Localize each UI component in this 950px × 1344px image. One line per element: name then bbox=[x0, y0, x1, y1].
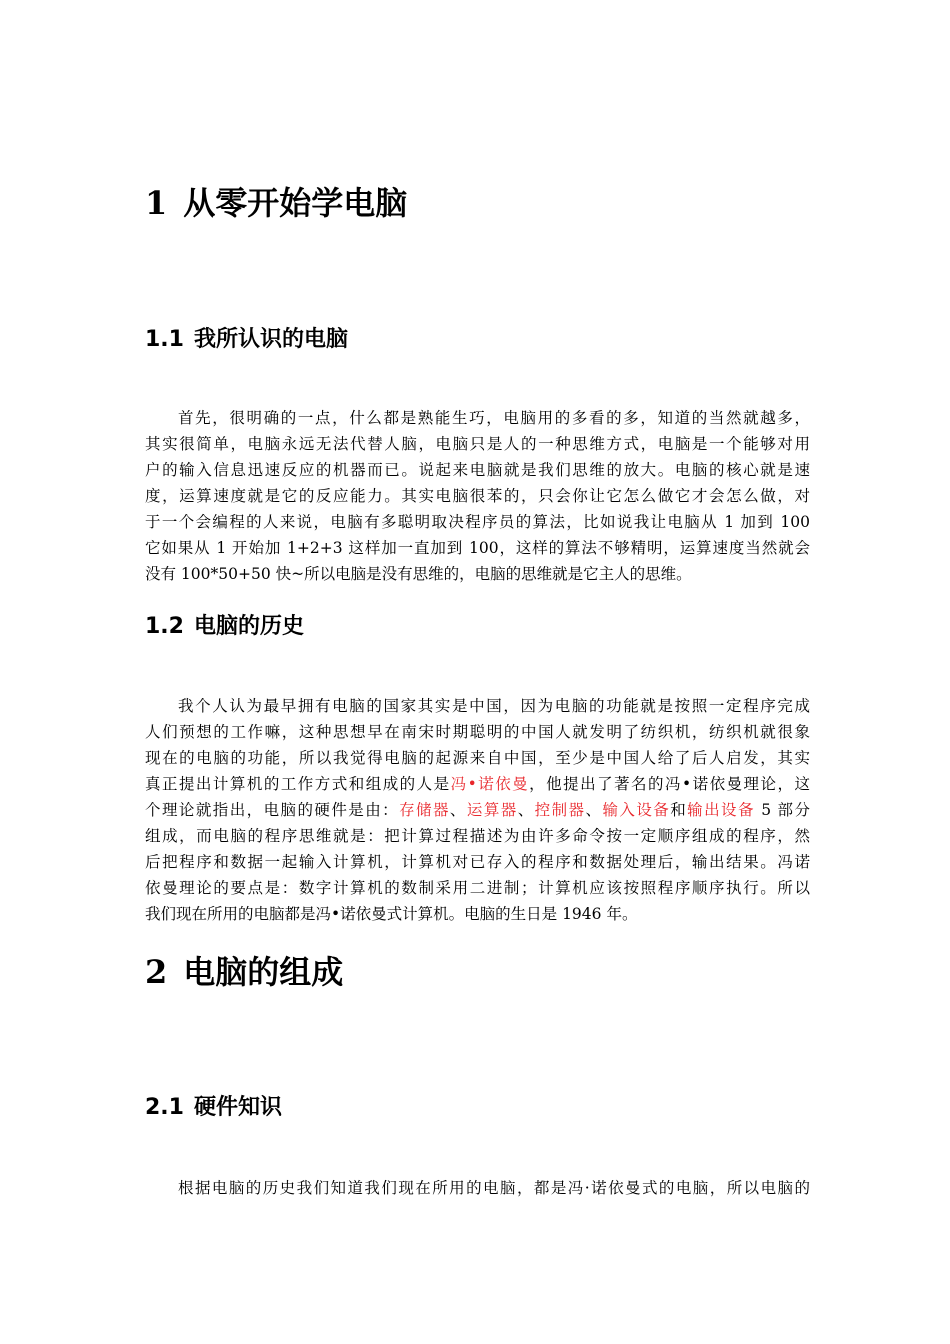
text-run: 5 部分 bbox=[754, 801, 810, 819]
section-title: 硬件知识 bbox=[193, 1095, 282, 1120]
text-line: 户的输入信息迅速反应的机器而已。说起来电脑就是我们思维的放大。电脑的核心就是速 bbox=[145, 461, 810, 479]
section-number: 1.2 bbox=[145, 614, 184, 639]
text-line: 后把程序和数据一起输入计算机，计算机对已存入的程序和数据处理后，输出结果。冯诺 bbox=[145, 853, 810, 871]
text-run: 和 bbox=[670, 801, 688, 819]
section-number: 2.1 bbox=[145, 1095, 184, 1120]
chapter-heading-1 bbox=[145, 183, 407, 223]
text-line: 依曼理论的要点是：数字计算机的数制采用二进制；计算机应该按照程序顺序执行。所以 bbox=[145, 879, 810, 897]
section-heading-1-2 bbox=[145, 612, 304, 642]
text-line: 它如果从 1 开始加 1+2+3 这样加一直加到 100，这样的算法不够精明，运算速度当然就会 bbox=[145, 539, 810, 557]
text-line: 首先，很明确的一点，什么都是熟能生巧，电脑用的多看的多，知道的当然就越多， bbox=[178, 409, 810, 427]
section-heading-2-1 bbox=[145, 1093, 282, 1123]
separator: 、 bbox=[517, 801, 535, 819]
paragraph-1-1 bbox=[145, 405, 810, 587]
text-line: 根据电脑的历史我们知道我们现在所用的电脑，都是冯·诺依曼式的电脑，所以电脑的 bbox=[178, 1179, 810, 1197]
highlight-output-device: 输出设备 bbox=[687, 801, 755, 819]
section-title: 电脑的历史 bbox=[193, 614, 304, 639]
highlight-alu: 运算器 bbox=[466, 801, 518, 819]
separator: 、 bbox=[585, 801, 603, 819]
section-heading-1-1 bbox=[145, 325, 348, 355]
chapter-number: 1 bbox=[145, 184, 168, 222]
text-line bbox=[145, 719, 810, 745]
chapter-title: 从零开始学电脑 bbox=[183, 184, 408, 222]
text-run: 人们预想的工作嘛，这种思想早在南宋时期聪明的中国人 bbox=[145, 723, 573, 741]
text-line bbox=[145, 797, 810, 823]
text-run-sans: 真正提出计算机的工作方式和组成的人是 bbox=[145, 775, 451, 793]
text-line: 我们现在所用的电脑都是冯•诺依曼式计算机。电脑的生日是 1946 年。 bbox=[145, 905, 638, 923]
text-line: 组成，而电脑的程序思维就是：把计算过程描述为由许多命令按一定顺序组成的程序，然 bbox=[145, 827, 810, 845]
section-number: 1.1 bbox=[145, 327, 184, 352]
text-line: 其实很简单，电脑永远无法代替人脑，电脑只是人的一种思维方式，电脑是一个能够对用 bbox=[145, 435, 810, 453]
chapter-title: 电脑的组成 bbox=[183, 953, 344, 991]
text-run: 个理论就指出，电脑的硬件是由： bbox=[145, 801, 400, 819]
text-line bbox=[145, 771, 810, 797]
section-title: 我所认识的电脑 bbox=[193, 327, 348, 352]
paragraph-2-1 bbox=[145, 1175, 810, 1201]
text-line: 我个人认为最早拥有电脑的国家其实是中国，因为电脑的功能就是按照一定程序完成 bbox=[178, 697, 810, 715]
text-line: 于一个会编程的人来说，电脑有多聪明取决程序员的算法，比如说我让电脑从 1 加到 100 bbox=[145, 513, 810, 531]
highlight-von-neumann: 冯•诺依曼 bbox=[450, 775, 530, 793]
text-run: ，他提出了著名的冯•诺依曼理论，这 bbox=[529, 775, 810, 793]
separator: 、 bbox=[449, 801, 467, 819]
chapter-heading-2 bbox=[145, 952, 343, 992]
highlight-input-device: 输入设备 bbox=[602, 801, 671, 819]
text-run-sans: 就发明了纺织机，纺织机就很象 bbox=[572, 723, 810, 741]
highlight-storage: 存储器 bbox=[399, 801, 450, 819]
text-line: 没有 100*50+50 快~所以电脑是没有思维的，电脑的思维就是它主人的思维。 bbox=[145, 565, 692, 583]
text-line: 度，运算速度就是它的反应能力。其实电脑很苯的，只会你让它怎么做它才会怎么做，对 bbox=[145, 487, 810, 505]
highlight-controller: 控制器 bbox=[534, 801, 586, 819]
chapter-number: 2 bbox=[145, 953, 168, 991]
paragraph-1-2 bbox=[145, 693, 810, 927]
text-line: 现在的电脑的功能，所以我觉得电脑的起源来自中国，至少是中国人给了后人启发，其实 bbox=[145, 749, 810, 767]
